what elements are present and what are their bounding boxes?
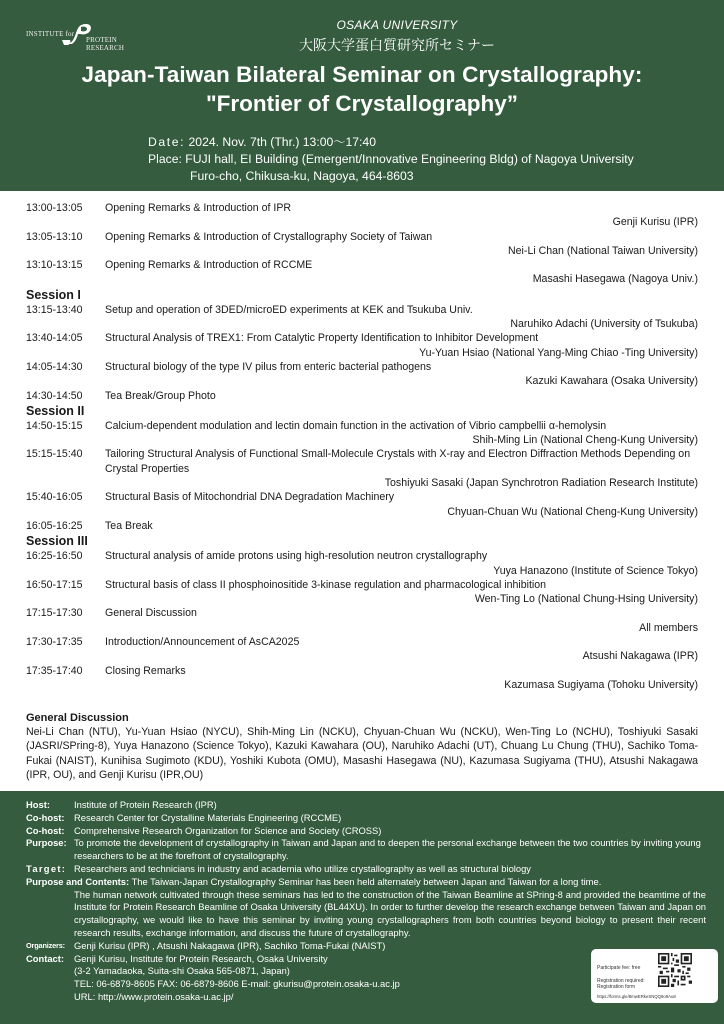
place-label: Place: [148,152,182,166]
contact-name: Genji Kurisu, Institute for Protein Research, Osaka University [74,952,328,964]
registration-required: Registration required: [597,978,645,984]
item-title: Structural analysis of amide protons using high-resolution neutron crystallography [105,550,488,563]
item-title: Structural Analysis of TREX1: From Catalytic Property Identification to Inhibitor Development [105,332,539,345]
target-row [26,863,706,876]
general-discussion [26,711,698,782]
item-time: 17:30-17:35 [26,636,83,649]
item-time: 15:15-15:40 [26,448,83,461]
place-row [148,151,634,168]
item-time: 13:05-13:10 [26,230,83,243]
target-label: Target: [26,862,67,874]
date-label: Date: [148,135,186,149]
japanese-seminar-title: 大阪大学蛋白質研究所セミナー [299,38,495,54]
item-title: Opening Remarks & Introduction of Crystallography Society of Taiwan [105,230,433,243]
contact-phone-email[interactable]: TEL: 06-6879-8605 FAX: 06-6879-8606 E-mail: gkurisu@protein.osaka-u.ac.jp [74,978,400,990]
schedule-item [26,578,698,607]
session-heading: Session III [26,534,88,549]
item-speaker: Masashi Hasegawa (Nagoya Univ.) [532,273,698,286]
purpose-contents-label: Purpose and Contents: [26,875,130,887]
session-heading: Session I [26,287,81,302]
schedule-item [26,447,698,490]
item-title: General Discussion [105,607,197,620]
target-value: Researchers and technicians in industry and academia who utilize crystallography as well as structural biology [74,862,531,874]
item-time: 13:40-14:05 [26,332,83,345]
cohost-label: Co-host: [26,811,65,823]
general-discussion-heading: General Discussion [26,712,129,724]
item-time: 16:05-16:25 [26,519,83,532]
session-heading: Session II [26,403,85,418]
item-time: 14:05-14:30 [26,360,83,373]
item-time: 13:00-13:05 [26,202,83,214]
contact-url-link[interactable]: URL: http://www.protein.osaka-u.ac.jp/ [74,990,234,1002]
item-title: Structural Basis of Mitochondrial DNA Degradation Machinery [105,491,395,504]
item-speaker: Kazumasa Sugiyama (Tohoku University) [504,678,698,691]
item-title: Opening Remarks & Introduction of IPR [105,202,292,214]
header-banner [0,0,724,191]
logo-text-line2: PROTEIN RESEARCH [86,36,125,52]
item-time: 16:50-17:15 [26,578,83,591]
item-time: 14:30-14:50 [26,389,83,402]
event-details [148,134,634,185]
cohost-value: Comprehensive Research Organization for Science and Society (CROSS) [74,824,382,836]
item-time: 13:15-13:40 [26,303,83,316]
page-title-line2: "Frontier of Crystallography” [206,91,518,116]
item-title: Tea Break/Group Photo [105,389,216,402]
university-name: OSAKA UNIVERSITY [336,18,458,32]
item-title: Closing Remarks [105,664,186,677]
program-schedule [26,201,698,692]
schedule-item-break [26,389,698,403]
item-time: 14:50-15:15 [26,419,83,432]
item-title: Introduction/Announcement of AsCA2025 [105,636,300,649]
item-speaker: Nei-Li Chan (National Taiwan University) [508,244,698,257]
schedule-item [26,549,698,578]
item-speaker: Naruhiko Adachi (University of Tsukuba) [510,318,698,331]
schedule-item [26,664,698,693]
participation-fee: Participate fee: free [597,965,641,971]
item-time: 15:40-16:05 [26,491,83,504]
date-row [148,134,634,151]
item-speaker: Genji Kurisu (IPR) [612,216,698,229]
schedule-item-break [26,519,698,533]
schedule-item [26,635,698,664]
schedule-item [26,258,698,287]
registration-form-label: Registration form [597,984,636,990]
item-time: 17:15-17:30 [26,607,83,620]
registration-form-link[interactable]: https://forms.gle/8mwERkeSNQQ9o9Au8 [597,994,676,999]
item-speaker: Atsushi Nakagawa (IPR) [582,650,698,663]
schedule-item [26,360,698,389]
purpose-value: To promote the development of crystallography in Taiwan and Japan and to deepen the personal exchange between the two countries by inviting young researchers to be at the forefront of crystallography. [74,837,701,862]
host-label: Host: [26,799,50,810]
item-speaker: Chyuan-Chuan Wu (National Cheng-Kung University) [447,505,698,518]
item-title: Tea Break [105,519,153,532]
item-speaker: Yu-Yuan Hsiao (National Yang-Ming Chiao -Ting University) [419,346,698,359]
schedule-item [26,419,698,448]
item-speaker: Yuya Hanazono (Institute of Science Tokyo) [493,564,698,577]
purpose-row [26,837,706,863]
item-speaker: Shih-Ming Lin (National Cheng-Kung University) [472,434,698,447]
item-time: 17:35-17:40 [26,664,83,677]
contact-label: Contact: [26,952,65,964]
purpose-contents-row [26,876,706,889]
purpose-contents-first: The Taiwan-Japan Crystallography Seminar has been held alternately between Japan and Taiwan for a long time. [131,875,602,887]
logo-text-line1: INSTITUTE for [26,30,75,38]
item-speaker: All members [639,621,698,634]
cohost-row [26,812,706,825]
registration-card [591,949,718,1003]
item-title: Structural basis of class II phosphoinositide 3-kinase regulation and pharmacological inhibition [105,578,547,591]
schedule-item [26,331,698,360]
qr-code-icon[interactable] [658,953,692,987]
purpose-contents-body: The human network cultivated through these seminars has led to the construction of the Taiwan Beamline at SPring-8 and provided the beamtime of the Institute for Protein Research Beamline of Osaka University (BL44XU). In order to further develop the research exchange between Taiwan and Japan on crystallography, we would like to have this seminar by inviting young crystallographers from both countries beyond biology to present their recent research results, exchange information, and discuss the future of crystallography. [74,888,706,938]
item-speaker: Kazuki Kawahara (Osaka University) [525,375,698,388]
cohost-row [26,825,706,838]
place-value: FUJI hall, EI Building (Emergent/Innovative Engineering Bldg) of Nagoya University [185,152,634,166]
cohost-label: Co-host: [26,824,65,836]
host-value: Institute of Protein Research (IPR) [74,799,217,810]
item-title: Structural biology of the type IV pilus from enteric bacterial pathogens [105,360,432,373]
item-speaker: Toshiyuki Sasaki (Japan Synchrotron Radiation Research Institute) [384,477,698,490]
participants-list: Nei-Li Chan (NTU), Yu-Yuan Hsiao (NYCU), Shih-Ming Lin (NCKU), Chyuan-Chuan Wu (NCKU), Wen-Ting Lo (NCHU), Toshiyuki Sasaki (JASRI/SPring-8), Yuya Hanazono (Science Tokyo), Kazuki Kawahara (OU), Naruhiko Adachi (UT), Chuang Lu Chung (THU), Sachiko Toma-Fukai (NAIST), Kunihisa Sugimoto (KDU), Yoshiki Kubota (OMU), Masashi Hasegawa (NU), Kazumasa Sugiyama (THU), Atsushi Nakagawa (IPR, OU), and Genji Kurisu (IPR,OU) [26,726,698,781]
host-row [26,799,706,812]
schedule-item [26,201,698,230]
purpose-label: Purpose: [26,837,67,849]
schedule-item [26,490,698,519]
item-title: Calcium-dependent modulation and lectin domain function in the activation of Vibrio campbellii α-hemolysin [105,419,607,432]
item-title: Tailoring Structural Analysis of Functional Small-Molecule Crystals with X-ray and Electron Diffraction Methods Depending on Crystal Properties [105,448,691,475]
organizers-label: Organizers: [26,940,65,950]
date-value: 2024. Nov. 7th (Thr.) 13:00〜17:40 [188,135,376,149]
item-time: 16:25-16:50 [26,550,83,563]
schedule-item [26,606,698,635]
place-address: Furo-cho, Chikusa-ku, Nagoya, 464-8603 [190,169,414,183]
schedule-item [26,303,698,332]
contact-address: (3-2 Yamadaoka, Suita-shi Osaka 565-0871, Japan) [74,965,290,977]
organizers-value: Genji Kurisu (IPR) , Atsushi Nakagawa (IPR), Sachiko Toma-Fukai (NAIST) [74,939,386,951]
item-speaker: Wen-Ting Lo (National Chung-Hsing University) [474,593,698,606]
page-title-line1: Japan-Taiwan Bilateral Seminar on Crystallography: [81,62,643,87]
schedule-item [26,230,698,259]
item-time: 13:10-13:15 [26,259,83,272]
item-title: Setup and operation of 3DED/microED experiments at KEK and Tsukuba Univ. [105,303,473,316]
item-title: Opening Remarks & Introduction of RCCME [105,259,313,272]
cohost-value: Research Center for Crystalline Materials Engineering (RCCME) [74,811,342,823]
